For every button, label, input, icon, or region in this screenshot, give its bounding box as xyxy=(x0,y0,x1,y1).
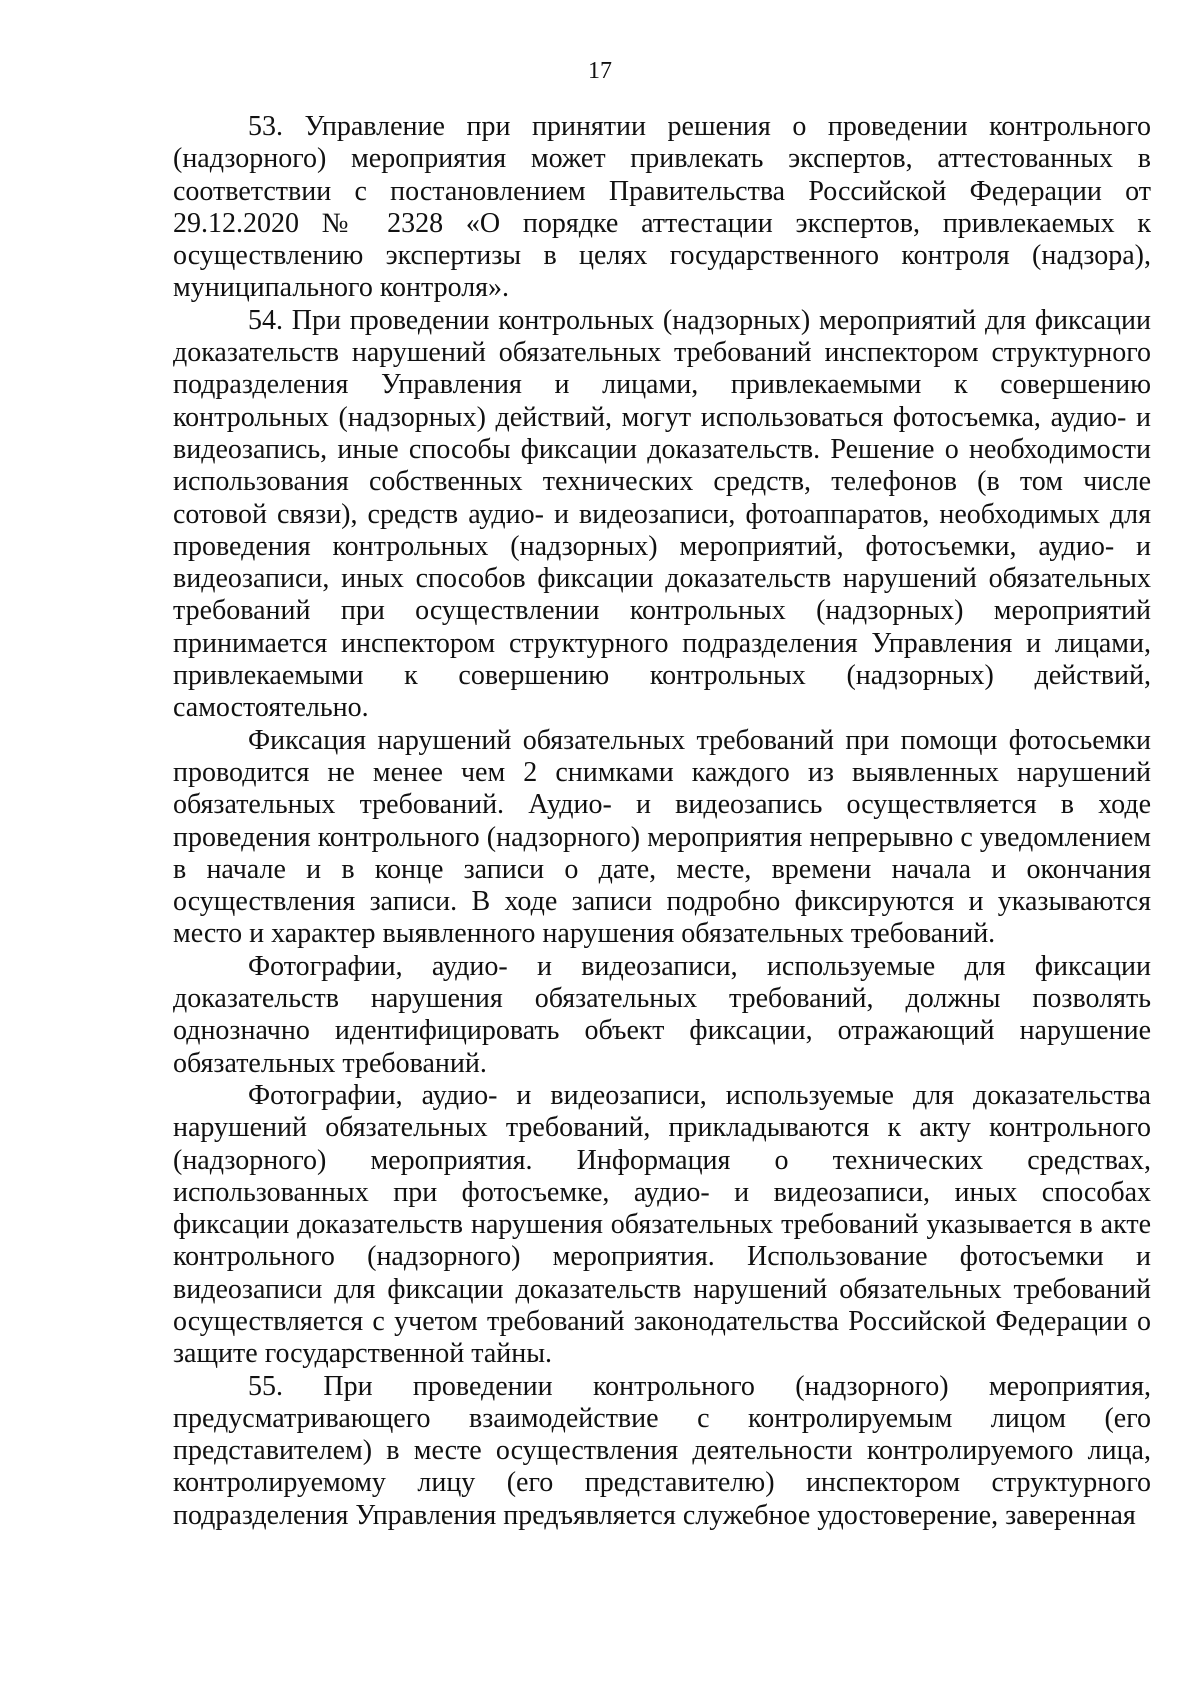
paragraph-54: 54. При проведении контрольных (надзорных) мероприятий для фиксации доказательств нарушений обязательных требований инспектором структурного подразделения Управления и лицами, привлекаемыми к совершению контрольных (надзорных) действий, могут использоваться фотосъемка, аудио- и видеозапись, иные способы фиксации доказательств. Решение о необходимости использования собственных технических средств, телефонов (в том числе сотовой связи), средств аудио- и видеозаписи, фотоаппаратов, необходимых для проведения контрольных (надзорных) мероприятий, фотосъемки, аудио- и видеозаписи, иных способов фиксации доказательств нарушений обязательных требований при осуществлении контрольных (надзорных) мероприятий принимается инспектором структурного подразделения Управления и лицами, привлекаемыми к совершению контрольных (надзорных) действий, самостоятельно. xyxy=(173,304,1151,724)
page-number: 17 xyxy=(588,58,612,84)
paragraph-photo-evidence: Фотографии, аудио- и видеозаписи, используемые для доказательства нарушений обязательных требований, прикладываются к акту контрольного (надзорного) мероприятия. Информация о технических средствах, использованных при фотосъемке, аудио- и видеозаписи, иных способах фиксации доказательств нарушения обязательных требований указывается в акте контрольного (надзорного) мероприятия. Использование фотосъемки и видеозаписи для фиксации доказательств нарушений обязательных требований осуществляется с учетом требований законодательства Российской Федерации о защите государственной тайны. xyxy=(173,1079,1151,1370)
document-body xyxy=(173,111,1151,1532)
paragraph-55: 55. При проведении контрольного (надзорного) мероприятия, предусматривающего взаимодействие с контролируемым лицом (его представителем) в месте осуществления деятельности контролируемого лица, контролируемому лицу (его представителю) инспектором структурного подразделения Управления предъявляется служебное удостоверение, заверенная xyxy=(173,1370,1151,1531)
paragraph-photo-fixation: Фиксация нарушений обязательных требований при помощи фотосьемки проводится не менее чем 2 снимками каждого из выявленных нарушений обязательных требований. Аудио- и видеозапись осуществляется в ходе проведения контрольного (надзорного) мероприятия непрерывно с уведомлением в начале и в конце записи о дате, месте, времени начала и окончания осуществления записи. В ходе записи подробно фиксируются и указываются место и характер выявленного нарушения обязательных требований. xyxy=(173,724,1151,950)
paragraph-photo-identification: Фотографии, аудио- и видеозаписи, используемые для фиксации доказательств нарушения обязательных требований, должны позволять однозначно идентифицировать объект фиксации, отражающий нарушение обязательных требований. xyxy=(173,950,1151,1079)
paragraph-53: 53. Управление при принятии решения о проведении контрольного (надзорного) мероприятия может привлекать экспертов, аттестованных в соответствии с постановлением Правительства Российской Федерации от 29.12.2020 № 2328 «О порядке аттестации экспертов, привлекаемых к осуществлению экспертизы в целях государственного контроля (надзора), муниципального контроля». xyxy=(173,111,1151,304)
